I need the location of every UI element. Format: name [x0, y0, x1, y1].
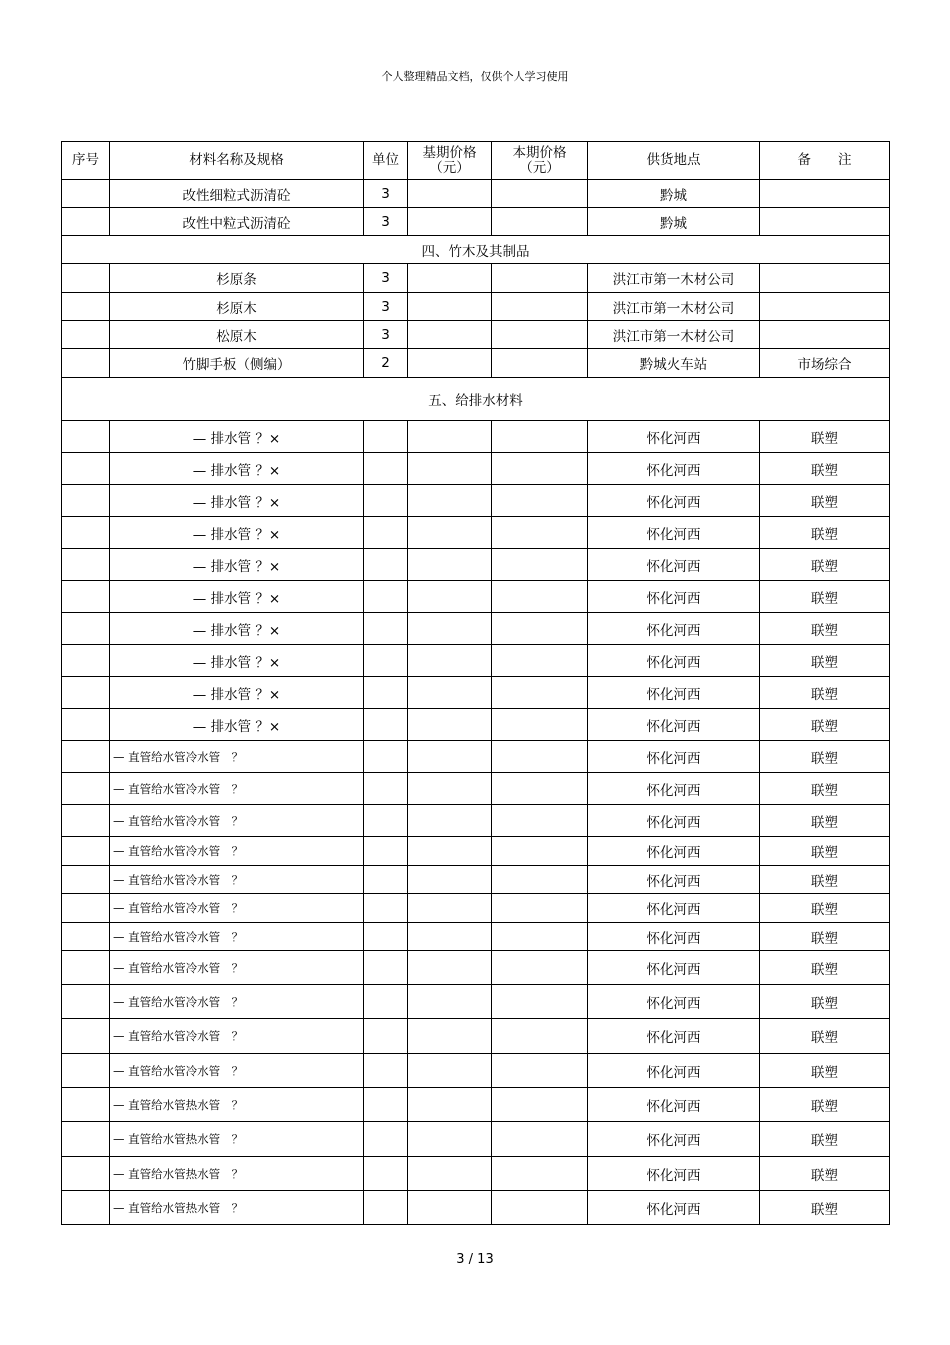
cell-material-name: — 直管给水管热水管 ？ — [110, 1122, 364, 1157]
cell-base-price — [408, 485, 492, 517]
table-row — [62, 951, 890, 985]
cell-note: 联塑 — [760, 1157, 890, 1191]
cell-current-price — [492, 709, 588, 741]
cell-material-name: — 直管给水管冷水管 ？ — [110, 894, 364, 923]
table-row — [62, 985, 890, 1019]
cell-base-price — [408, 517, 492, 549]
cell-material-name: — 直管给水管冷水管 ？ — [110, 837, 364, 866]
cell-unit: 3 — [364, 321, 408, 349]
cell-current-price — [492, 549, 588, 581]
section-header-row — [62, 378, 890, 421]
table-row — [62, 549, 890, 581]
cell-unit — [364, 951, 408, 985]
cell-base-price — [408, 645, 492, 677]
cell-unit — [364, 837, 408, 866]
cell-material-name: — 直管给水管冷水管 ？ — [110, 866, 364, 894]
cell-supplier: 怀化河西 — [588, 709, 760, 741]
cell-supplier: 怀化河西 — [588, 517, 760, 549]
cell-current-price — [492, 485, 588, 517]
table-row — [62, 349, 890, 378]
cell-supplier: 怀化河西 — [588, 1019, 760, 1054]
cell-supplier: 怀化河西 — [588, 613, 760, 645]
cell-index — [62, 1157, 110, 1191]
cell-note — [760, 321, 890, 349]
table-row — [62, 1122, 890, 1157]
cell-index — [62, 613, 110, 645]
col-header-base-price: 基期价格 （元） — [408, 142, 492, 180]
cell-index — [62, 866, 110, 894]
cell-note: 联塑 — [760, 951, 890, 985]
cell-unit — [364, 805, 408, 837]
cell-note: 联塑 — [760, 421, 890, 453]
cell-supplier: 怀化河西 — [588, 1157, 760, 1191]
cell-index — [62, 1054, 110, 1088]
cell-unit — [364, 517, 408, 549]
cell-unit — [364, 677, 408, 709]
cell-note: 联塑 — [760, 1054, 890, 1088]
table-row — [62, 1019, 890, 1054]
col-header-supplier: 供货地点 — [588, 142, 760, 180]
cell-note: 联塑 — [760, 709, 890, 741]
cell-supplier: 怀化河西 — [588, 866, 760, 894]
cell-unit — [364, 1191, 408, 1225]
table-row — [62, 773, 890, 805]
cell-base-price — [408, 741, 492, 773]
cell-note: 联塑 — [760, 805, 890, 837]
cell-unit — [364, 773, 408, 805]
cell-index — [62, 349, 110, 378]
cell-index — [62, 951, 110, 985]
cell-index — [62, 923, 110, 951]
cell-unit — [364, 1122, 408, 1157]
cell-supplier: 怀化河西 — [588, 1054, 760, 1088]
table-row — [62, 894, 890, 923]
table-header-row — [62, 142, 890, 180]
cell-material-name: — 直管给水管冷水管 ？ — [110, 805, 364, 837]
cell-base-price — [408, 805, 492, 837]
cell-material-name: — 排水管 ？× — [110, 709, 364, 741]
cell-material-name: 改性细粒式沥清砼 — [110, 180, 364, 208]
table-row — [62, 1088, 890, 1122]
cell-unit: 3 — [364, 208, 408, 236]
cell-note — [760, 208, 890, 236]
cell-unit: 3 — [364, 264, 408, 293]
cell-material-name: — 排水管 ？× — [110, 645, 364, 677]
cell-current-price — [492, 1088, 588, 1122]
table-row — [62, 1157, 890, 1191]
cell-material-name: — 直管给水管热水管 ？ — [110, 1088, 364, 1122]
page-number: 3 / 13 — [456, 1252, 494, 1267]
table-row — [62, 421, 890, 453]
table-row — [62, 180, 890, 208]
cell-base-price — [408, 709, 492, 741]
cell-note: 联塑 — [760, 866, 890, 894]
cell-supplier: 洪江市第一木材公司 — [588, 264, 760, 293]
cell-current-price — [492, 349, 588, 378]
cell-current-price — [492, 923, 588, 951]
cell-supplier: 洪江市第一木材公司 — [588, 293, 760, 321]
cell-current-price — [492, 421, 588, 453]
cell-current-price — [492, 741, 588, 773]
cell-base-price — [408, 837, 492, 866]
cell-material-name: — 直管给水管冷水管 ？ — [110, 1054, 364, 1088]
cell-base-price — [408, 985, 492, 1019]
cell-index — [62, 894, 110, 923]
col-header-material: 材料名称及规格 — [110, 142, 364, 180]
cell-current-price — [492, 180, 588, 208]
cell-current-price — [492, 453, 588, 485]
cell-unit — [364, 894, 408, 923]
cell-current-price — [492, 293, 588, 321]
cell-index — [62, 1191, 110, 1225]
cell-note: 联塑 — [760, 1088, 890, 1122]
cell-unit — [364, 866, 408, 894]
cell-material-name: 改性中粒式沥清砼 — [110, 208, 364, 236]
cell-index — [62, 208, 110, 236]
cell-unit — [364, 581, 408, 613]
cell-material-name: — 直管给水管冷水管 ？ — [110, 923, 364, 951]
cell-current-price — [492, 613, 588, 645]
col-header-unit: 单位 — [364, 142, 408, 180]
cell-note: 联塑 — [760, 677, 890, 709]
cell-note: 联塑 — [760, 837, 890, 866]
cell-supplier: 洪江市第一木材公司 — [588, 321, 760, 349]
cell-supplier: 怀化河西 — [588, 805, 760, 837]
cell-material-name: — 排水管 ？× — [110, 677, 364, 709]
table-row — [62, 208, 890, 236]
cell-index — [62, 180, 110, 208]
cell-index — [62, 421, 110, 453]
cell-material-name: — 排水管 ？× — [110, 549, 364, 581]
cell-base-price — [408, 421, 492, 453]
cell-supplier: 怀化河西 — [588, 894, 760, 923]
cell-index — [62, 581, 110, 613]
cell-material-name: — 直管给水管冷水管 ？ — [110, 1019, 364, 1054]
cell-material-name: — 排水管 ？× — [110, 613, 364, 645]
cell-index — [62, 985, 110, 1019]
cell-note: 联塑 — [760, 773, 890, 805]
cell-index — [62, 805, 110, 837]
table-row — [62, 677, 890, 709]
cell-base-price — [408, 180, 492, 208]
cell-supplier: 怀化河西 — [588, 741, 760, 773]
cell-note: 联塑 — [760, 894, 890, 923]
cell-material-name: — 直管给水管冷水管 ？ — [110, 985, 364, 1019]
cell-supplier: 怀化河西 — [588, 549, 760, 581]
cell-supplier: 怀化河西 — [588, 985, 760, 1019]
cell-supplier: 怀化河西 — [588, 581, 760, 613]
cell-base-price — [408, 453, 492, 485]
col-header-index: 序号 — [62, 142, 110, 180]
cell-supplier: 怀化河西 — [588, 421, 760, 453]
table-row — [62, 613, 890, 645]
cell-index — [62, 1122, 110, 1157]
cell-material-name: — 直管给水管冷水管 ？ — [110, 773, 364, 805]
cell-supplier: 怀化河西 — [588, 837, 760, 866]
cell-base-price — [408, 923, 492, 951]
cell-material-name: 松原木 — [110, 321, 364, 349]
cell-base-price — [408, 549, 492, 581]
cell-index — [62, 517, 110, 549]
cell-current-price — [492, 264, 588, 293]
cell-current-price — [492, 1054, 588, 1088]
cell-base-price — [408, 208, 492, 236]
section-title: 四、竹木及其制品 — [62, 236, 890, 264]
cell-current-price — [492, 1019, 588, 1054]
cell-unit — [364, 645, 408, 677]
cell-base-price — [408, 951, 492, 985]
table-row — [62, 805, 890, 837]
cell-unit — [364, 1088, 408, 1122]
table-row — [62, 264, 890, 293]
cell-material-name: — 排水管 ？× — [110, 421, 364, 453]
cell-current-price — [492, 951, 588, 985]
cell-supplier: 怀化河西 — [588, 645, 760, 677]
cell-unit: 3 — [364, 293, 408, 321]
cell-unit: 2 — [364, 349, 408, 378]
cell-supplier: 怀化河西 — [588, 1088, 760, 1122]
cell-index — [62, 293, 110, 321]
cell-note — [760, 293, 890, 321]
cell-note: 联塑 — [760, 985, 890, 1019]
cell-supplier: 怀化河西 — [588, 1191, 760, 1225]
cell-note: 联塑 — [760, 581, 890, 613]
cell-current-price — [492, 208, 588, 236]
cell-current-price — [492, 1122, 588, 1157]
cell-unit — [364, 985, 408, 1019]
cell-current-price — [492, 837, 588, 866]
table-row — [62, 837, 890, 866]
cell-base-price — [408, 1191, 492, 1225]
cell-note — [760, 180, 890, 208]
cell-base-price — [408, 581, 492, 613]
cell-index — [62, 1088, 110, 1122]
cell-index — [62, 709, 110, 741]
cell-material-name: — 排水管 ？× — [110, 581, 364, 613]
cell-index — [62, 677, 110, 709]
cell-index — [62, 1019, 110, 1054]
cell-supplier: 黔城 — [588, 180, 760, 208]
table-row — [62, 1191, 890, 1225]
header-note: 个人整理精品文档，仅供个人学习使用 — [381, 70, 569, 83]
cell-base-price — [408, 1019, 492, 1054]
cell-supplier: 怀化河西 — [588, 773, 760, 805]
cell-current-price — [492, 517, 588, 549]
cell-base-price — [408, 677, 492, 709]
col-header-note: 备 注 — [760, 142, 890, 180]
cell-index — [62, 773, 110, 805]
table-row — [62, 581, 890, 613]
cell-note: 联塑 — [760, 517, 890, 549]
cell-unit: 3 — [364, 180, 408, 208]
cell-index — [62, 741, 110, 773]
cell-base-price — [408, 1122, 492, 1157]
section-title: 五、给排水材料 — [62, 378, 890, 421]
cell-material-name: 杉原条 — [110, 264, 364, 293]
cell-material-name: — 排水管 ？× — [110, 517, 364, 549]
table-row — [62, 1054, 890, 1088]
cell-note: 联塑 — [760, 549, 890, 581]
cell-current-price — [492, 866, 588, 894]
cell-index — [62, 321, 110, 349]
cell-index — [62, 837, 110, 866]
cell-current-price — [492, 1191, 588, 1225]
materials-price-table — [61, 141, 890, 1225]
cell-base-price — [408, 1088, 492, 1122]
cell-material-name: 杉原木 — [110, 293, 364, 321]
cell-note: 联塑 — [760, 645, 890, 677]
cell-index — [62, 549, 110, 581]
table-row — [62, 923, 890, 951]
cell-note: 联塑 — [760, 1191, 890, 1225]
cell-supplier: 怀化河西 — [588, 485, 760, 517]
cell-base-price — [408, 1054, 492, 1088]
cell-material-name: — 直管给水管冷水管 ？ — [110, 951, 364, 985]
cell-unit — [364, 485, 408, 517]
cell-current-price — [492, 894, 588, 923]
table-body — [62, 180, 890, 1225]
cell-unit — [364, 741, 408, 773]
cell-unit — [364, 613, 408, 645]
cell-index — [62, 453, 110, 485]
cell-note: 联塑 — [760, 923, 890, 951]
cell-current-price — [492, 1157, 588, 1191]
cell-material-name: — 直管给水管热水管 ？ — [110, 1157, 364, 1191]
section-header-row — [62, 236, 890, 264]
cell-current-price — [492, 581, 588, 613]
table-row — [62, 485, 890, 517]
cell-base-price — [408, 321, 492, 349]
cell-note: 联塑 — [760, 741, 890, 773]
cell-unit — [364, 1054, 408, 1088]
cell-current-price — [492, 321, 588, 349]
table-row — [62, 866, 890, 894]
cell-material-name: — 直管给水管热水管 ？ — [110, 1191, 364, 1225]
table-row — [62, 321, 890, 349]
cell-unit — [364, 1157, 408, 1191]
cell-supplier: 怀化河西 — [588, 951, 760, 985]
cell-supplier: 怀化河西 — [588, 923, 760, 951]
cell-note: 联塑 — [760, 485, 890, 517]
cell-current-price — [492, 645, 588, 677]
cell-unit — [364, 421, 408, 453]
cell-note: 联塑 — [760, 453, 890, 485]
cell-material-name: 竹脚手板（侧编） — [110, 349, 364, 378]
cell-base-price — [408, 613, 492, 645]
cell-note: 联塑 — [760, 613, 890, 645]
cell-supplier: 怀化河西 — [588, 677, 760, 709]
cell-note: 联塑 — [760, 1122, 890, 1157]
cell-material-name: — 排水管 ？× — [110, 453, 364, 485]
cell-supplier: 黔城 — [588, 208, 760, 236]
cell-base-price — [408, 349, 492, 378]
table-row — [62, 453, 890, 485]
cell-base-price — [408, 293, 492, 321]
cell-index — [62, 485, 110, 517]
table-row — [62, 645, 890, 677]
cell-index — [62, 264, 110, 293]
col-header-current-price: 本期价格 （元） — [492, 142, 588, 180]
cell-supplier: 黔城火车站 — [588, 349, 760, 378]
cell-current-price — [492, 805, 588, 837]
table-row — [62, 293, 890, 321]
cell-material-name: — 排水管 ？× — [110, 485, 364, 517]
cell-base-price — [408, 866, 492, 894]
cell-note: 市场综合 — [760, 349, 890, 378]
cell-unit — [364, 709, 408, 741]
cell-current-price — [492, 773, 588, 805]
cell-base-price — [408, 894, 492, 923]
cell-index — [62, 645, 110, 677]
table-row — [62, 517, 890, 549]
cell-supplier: 怀化河西 — [588, 453, 760, 485]
table-row — [62, 741, 890, 773]
cell-base-price — [408, 264, 492, 293]
table-row — [62, 709, 890, 741]
cell-note: 联塑 — [760, 1019, 890, 1054]
cell-unit — [364, 453, 408, 485]
cell-supplier: 怀化河西 — [588, 1122, 760, 1157]
cell-unit — [364, 923, 408, 951]
cell-material-name: — 直管给水管冷水管 ？ — [110, 741, 364, 773]
cell-base-price — [408, 773, 492, 805]
cell-current-price — [492, 985, 588, 1019]
cell-base-price — [408, 1157, 492, 1191]
cell-note — [760, 264, 890, 293]
cell-unit — [364, 549, 408, 581]
cell-current-price — [492, 677, 588, 709]
cell-unit — [364, 1019, 408, 1054]
